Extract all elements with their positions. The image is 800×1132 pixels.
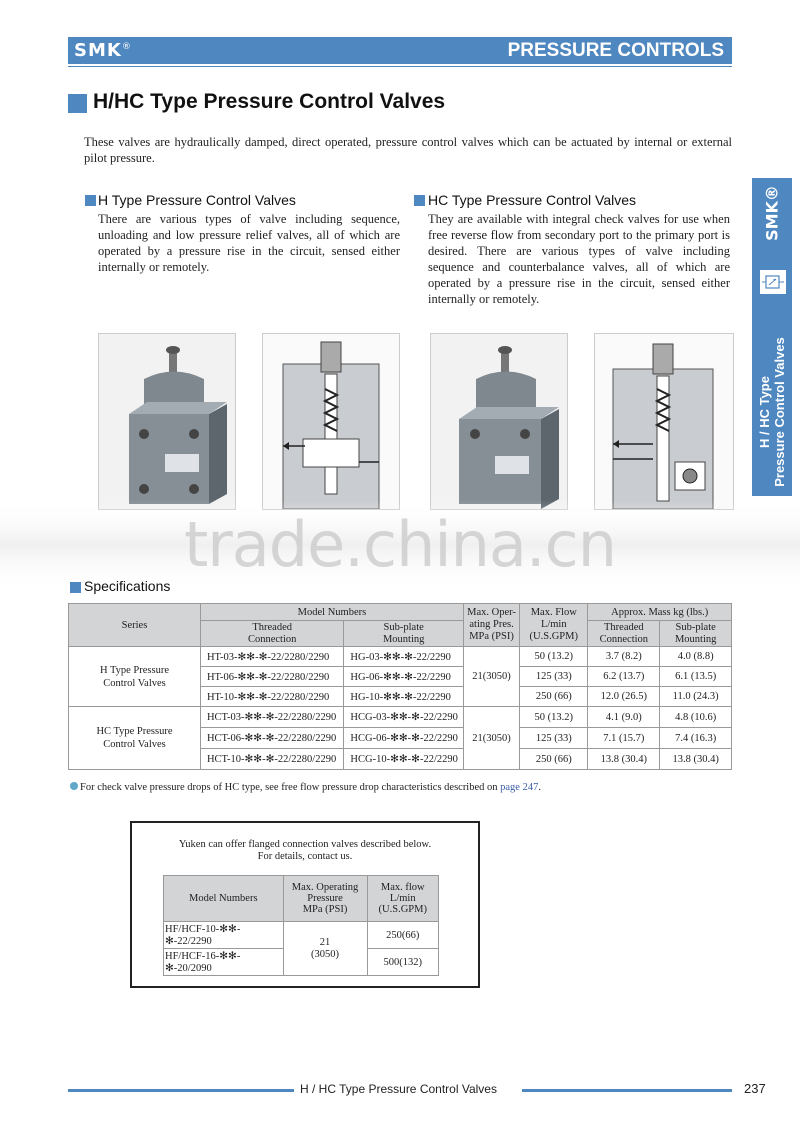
- flanged-table: Model Numbers Max. Operating Pressure MPa (PSI) Max. flow L/min (U.S.GPM) HF/HCF-10-✻✻-✻-22/2290 21 (3050) 250(66) HF/HCF-16-✻✻-✻-20/2090 500(132): [163, 875, 439, 976]
- bullet-icon: [70, 782, 78, 790]
- table-row: HF/HCF-16-✻✻-✻-20/2090 500(132): [164, 949, 439, 976]
- table-row: H Type Pressure Control Valves HT-03-✻✻-✻-22/2280/2290 HG-03-✻✻-✻-22/2290 21(3050) 50 (13.2) 3.7 (8.2) 4.0 (8.8): [69, 647, 732, 667]
- table-row: HF/HCF-10-✻✻-✻-22/2290 21 (3050) 250(66): [164, 922, 439, 949]
- h-type-cutaway-diagram: [262, 333, 400, 510]
- watermark-text: trade.china.cn: [184, 508, 616, 581]
- header-bar: [68, 37, 732, 64]
- flanged-info-box: [130, 821, 480, 988]
- hc-type-valve-photo: [430, 333, 568, 510]
- title-square-icon: [68, 94, 87, 113]
- section-title: PRESSURE CONTROLS: [507, 40, 724, 61]
- footer-label: H / HC Type Pressure Control Valves: [300, 1082, 497, 1096]
- specs-note: For check valve pressure drops of HC type, see free flow pressure drop characteristics described on page 247.: [70, 782, 732, 793]
- footer-rule-left: [68, 1089, 294, 1092]
- page-link[interactable]: page 247: [500, 782, 539, 793]
- specs-square-icon: [70, 582, 81, 593]
- table-row: HT-10-✻✻-✻-22/2280/2290 HG-10-✻✻-✻-22/2290 250 (66) 12.0 (26.5) 11.0 (24.3): [69, 687, 732, 707]
- hc-type-heading: HC Type Pressure Control Valves: [428, 192, 637, 208]
- table-row: HCT-10-✻✻-✻-22/2280/2290 HCG-10-✻✻-✻-22/2290 250 (66) 13.8 (30.4) 13.8 (30.4): [69, 749, 732, 770]
- hc-type-square-icon: [414, 195, 425, 206]
- h-type-square-icon: [85, 195, 96, 206]
- footer-rule-right: [522, 1089, 732, 1092]
- hc-type-cutaway-diagram: [594, 333, 734, 510]
- side-tab-brand: SMK®: [762, 185, 782, 241]
- table-row: HC Type Pressure Control Valves HCT-03-✻✻-✻-22/2280/2290 HCG-03-✻✻-✻-22/2290 21(3050) 50 (13.2) 4.1 (9.0) 4.8 (10.6): [69, 707, 732, 728]
- table-row: HT-06-✻✻-✻-22/2280/2290 HG-06-✻✻-✻-22/2290 125 (33) 6.2 (13.7) 6.1 (13.5): [69, 667, 732, 687]
- h-type-text: There are various types of valve including sequence, unloading and low pressure relief valves, all of which are operated by a pressure rise in the circuit, sensed either internally or remotely.: [98, 212, 400, 274]
- header-rule: [68, 66, 732, 67]
- page-number: 237: [744, 1081, 766, 1096]
- brand-logo: SMK®: [74, 40, 132, 61]
- side-tab-label: H / HC Type Pressure Control Valves: [757, 337, 787, 487]
- table-row: HCT-06-✻✻-✻-22/2280/2290 HCG-06-✻✻-✻-22/2290 125 (33) 7.1 (15.7) 7.4 (16.3): [69, 728, 732, 749]
- valve-symbol-icon: [760, 270, 786, 294]
- specs-heading: Specifications: [84, 578, 171, 594]
- h-type-heading: H Type Pressure Control Valves: [98, 192, 296, 208]
- specs-table: Series Model Numbers Max. Oper- ating Pres. MPa (PSI) Max. Flow L/min (U.S.GPM) Approx. Mass kg (lbs.) Threaded Connection Sub-plate Mounting Threaded Connection Sub-plate Mounting H Type Pressure Control Valves HT-03-✻✻-✻-22/2280/2290 HG-03-✻✻-✻-22/2290 21(3050) 50 (13.2) 3.7 (8.2) 4.0 (8.8) HT-06-✻✻-✻-22/2280/2290 HG-06-✻✻-✻-22/2290 125 (33) 6.2 (13.7) 6.1 (13.5) HT-10-✻✻-✻-22/2280/2290 HG-10-✻✻-✻-22/2290 250 (66) 12.0 (26.5) 11.0 (24.3) HC Type Pressure Control Valves HCT-03-✻✻-✻-22/2280/2290 HCG-03-✻✻-✻-22/2290 21(3050) 50 (13.2) 4.1 (9.0) 4.8 (10.6) HCT-06-✻✻-✻-22/2280/2290 HCG-06-✻✻-✻-22/2290 125 (33) 7.1 (15.7) 7.4 (16.3) HCT-10-✻✻-✻-22/2280/2290 HCG-10-✻✻-✻-22/2290 250 (66) 13.8 (30.4) 13.8 (30.4): [68, 603, 732, 770]
- h-type-valve-photo: [98, 333, 236, 510]
- intro-text: These valves are hydraulically damped, direct operated, pressure control valves which can be actuated by internal or external pilot pressure.: [84, 135, 732, 165]
- hc-type-text: They are available with integral check valves for use when free reverse flow from secondary port to the primary port is desired. There are various types of valve including sequence and counterbalance valves, all of which are operated by a pressure rise in the circuit, sensed either internally or remotely.: [428, 212, 730, 306]
- page-title: H/HC Type Pressure Control Valves: [93, 90, 446, 113]
- side-tab: [752, 178, 792, 496]
- flanged-intro: Yuken can offer flanged connection valves described below. For details, contact us.: [178, 839, 432, 862]
